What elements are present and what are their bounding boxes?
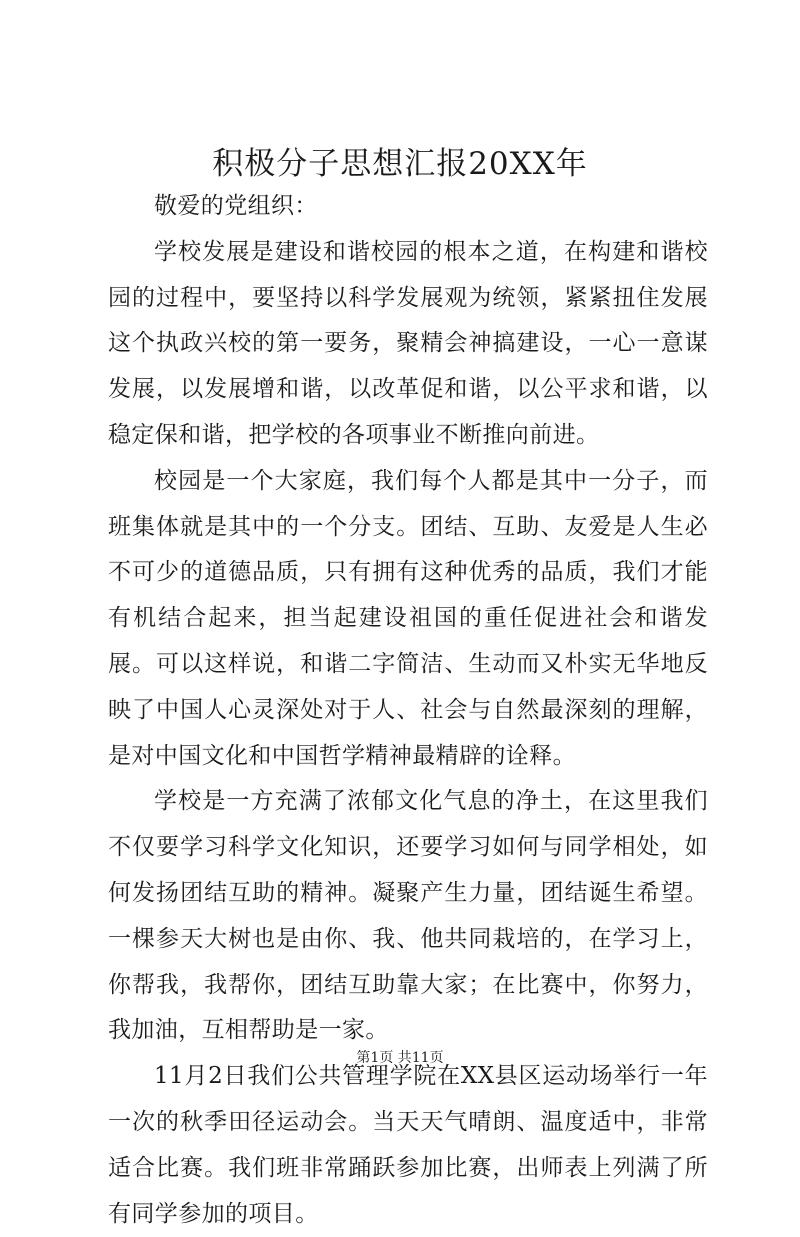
- paragraph-2: 校园是一个大家庭，我们每个人都是其中一分子，而班集体就是其中的一个分支。团结、互助、友爱是人生必不可少的道德品质，只有拥有这种优秀的品质，我们才能有机结合起来，担当起建设祖国的重任促进社会和谐发展。可以这样说，和谐二字简洁、生动而又朴实无华地反映了中国人心灵深处对于人、社会与自然最深刻的理解，是对中国文化和中国哲学精神最精辟的诠释。: [108, 467, 708, 769]
- document-body: [108, 184, 708, 1237]
- paragraph-4: 11月2日我们公共管理学院在XX县区运动场举行一年一次的秋季田径运动会。当天天气晴朗、温度适中，非常适合比赛。我们班非常踊跃参加比赛，出师表上列满了所有同学参加的项目。: [108, 1063, 708, 1227]
- paragraph-1: 学校发展是建设和谐校园的根本之道，在构建和谐校园的过程中，要坚持以科学发展观为统领，紧紧扭住发展这个执政兴校的第一要务，聚精会神搞建设，一心一意谋发展，以发展增和谐，以改革促和谐，以公平求和谐，以稳定保和谐，把学校的各项事业不断推向前进。: [108, 238, 708, 448]
- salutation: 敬爱的党组织：: [154, 193, 318, 219]
- page-number-footer: 第1页 共11页: [356, 1050, 444, 1066]
- document-title: 积极分子思想汇报20XX年: [212, 146, 588, 182]
- paragraph-3: 学校是一方充满了浓郁文化气息的净土，在这里我们不仅要学习科学文化知识，还要学习如何与同学相处，如何发扬团结互助的精神。凝聚产生力量，团结诞生希望。一棵参天大树也是由你、我、他共同栽培的，在学习上，你帮我，我帮你，团结互助靠大家；在比赛中，你努力，我加油，互相帮助是一家。: [108, 788, 708, 1044]
